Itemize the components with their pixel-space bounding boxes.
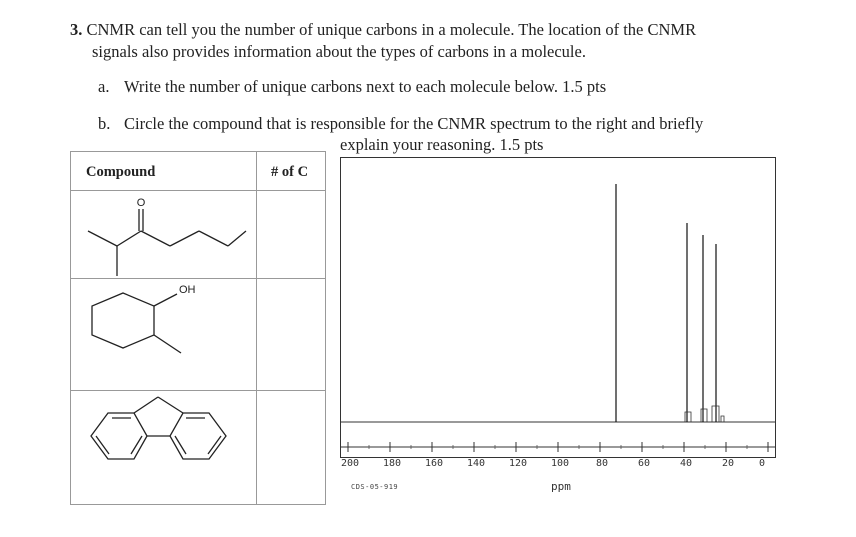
spectrum-code: CDS-05-919 [351,483,399,491]
hydroxyl-label: OH [179,284,196,296]
x-axis-unit: ppm [551,480,571,493]
tick-label: 20 [722,458,735,469]
question-number: 3. [70,20,83,39]
question-line-2: signals also provides information about the types of carbons in a molecule. [92,42,586,61]
spectrum-plot [341,158,775,457]
carbonyl-oxygen-label: O [136,197,146,209]
table-column-divider [256,152,257,504]
question-intro: CNMR can tell you the number of unique carbons in a molecule. The location of the CNMR [86,20,697,39]
header-compound: Compound [86,164,156,180]
cnmr-spectrum [340,157,776,493]
tick-label: 140 [467,458,486,469]
tick-label: 160 [425,458,444,469]
molecule-fluorene [71,391,256,504]
tick-label: 80 [596,458,609,469]
part-b-text-2: explain your reasoning. 1.5 pts [340,135,544,154]
tick-label: 40 [680,458,693,469]
part-b-text-1: Circle the compound that is responsible for the CNMR spectrum to the right and briefly [124,114,704,133]
molecule-cyclohexanol [71,279,256,390]
tick-label: 180 [383,458,402,469]
header-carbon-count: # of C [271,164,309,180]
tick-label: 200 [341,458,360,469]
tick-label: 0 [759,458,766,469]
tick-label: 60 [638,458,651,469]
compound-table [70,151,326,505]
molecule-ketone [71,191,256,278]
part-b-label: b. [98,114,111,133]
part-a-text: Write the number of unique carbons next to each molecule below. 1.5 pts [124,77,607,96]
tick-label: 120 [509,458,528,469]
tick-label: 100 [551,458,570,469]
question-line-1 [70,19,696,41]
part-a-label: a. [98,77,110,96]
